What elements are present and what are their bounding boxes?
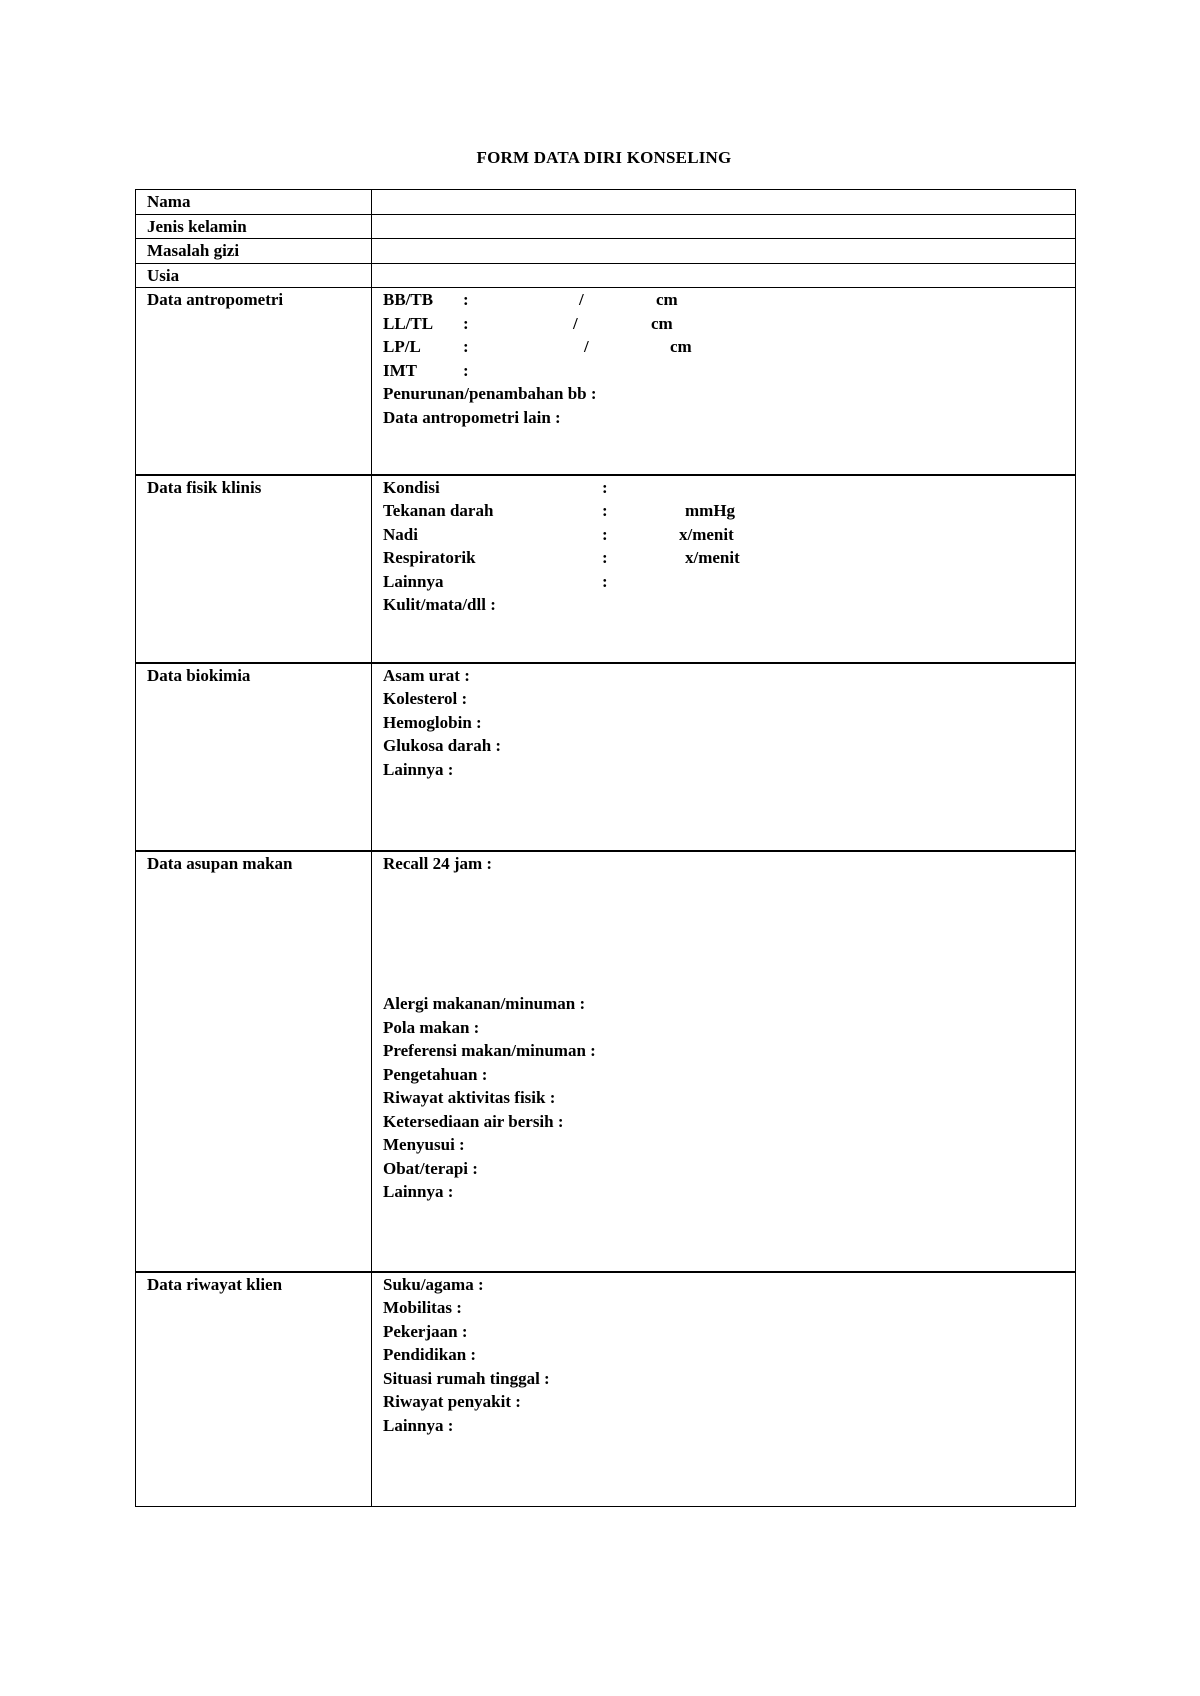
field-lpl: LP/L : / cm xyxy=(383,337,692,356)
field-situasi-rumah: Situasi rumah tinggal : xyxy=(383,1368,550,1388)
field-kolesterol: Kolesterol : xyxy=(383,689,468,708)
value-nama[interactable] xyxy=(372,190,1076,215)
recall-space xyxy=(383,875,1075,992)
section-fisik-klinis[interactable] xyxy=(372,475,1076,663)
row-biokimia xyxy=(136,663,1076,851)
form-table xyxy=(135,189,1076,1507)
value-masalah-gizi[interactable] xyxy=(372,239,1076,264)
section-antropometri[interactable] xyxy=(372,288,1076,475)
field-lainnya-riwayat: Lainnya : xyxy=(383,1415,454,1435)
label-biokimia: Data biokimia xyxy=(136,663,372,851)
section-biokimia[interactable] xyxy=(372,663,1076,851)
field-antropometri-lain: Data antropometri lain : xyxy=(383,407,561,427)
value-usia[interactable] xyxy=(372,263,1076,288)
field-lainnya-biokimia: Lainnya : xyxy=(383,759,454,779)
row-riwayat-klien xyxy=(136,1272,1076,1507)
row-nama xyxy=(136,190,1076,215)
field-pekerjaan: Pekerjaan : xyxy=(383,1321,468,1341)
row-antropometri xyxy=(136,288,1076,475)
field-pola-makan: Pola makan : xyxy=(383,1017,480,1037)
label-usia: Usia xyxy=(136,263,372,288)
field-glukosa-darah: Glukosa darah : xyxy=(383,736,502,755)
field-riwayat-penyakit: Riwayat penyakit : xyxy=(383,1392,521,1411)
row-fisik-klinis xyxy=(136,475,1076,663)
field-asam-urat: Asam urat : xyxy=(383,665,470,685)
row-usia xyxy=(136,263,1076,288)
section-riwayat-klien[interactable] xyxy=(372,1272,1076,1507)
field-recall: Recall 24 jam : xyxy=(383,853,493,873)
field-aktivitas-fisik: Riwayat aktivitas fisik : xyxy=(383,1088,556,1107)
field-air-bersih: Ketersediaan air bersih : xyxy=(383,1111,564,1131)
field-tekanan-darah: Tekanan darah : mmHg xyxy=(383,501,736,520)
field-mobilitas: Mobilitas : xyxy=(383,1298,462,1317)
field-pengetahuan: Pengetahuan : xyxy=(383,1064,488,1084)
label-nama: Nama xyxy=(136,190,372,215)
label-asupan-makan: Data asupan makan xyxy=(136,851,372,1272)
field-respiratorik: Respiratorik : x/menit xyxy=(383,548,740,567)
field-nadi: Nadi : x/menit xyxy=(383,524,734,544)
field-kulit: Kulit/mata/dll : xyxy=(383,595,496,614)
label-riwayat-klien: Data riwayat klien xyxy=(136,1272,372,1507)
label-fisik-klinis: Data fisik klinis xyxy=(136,475,372,663)
field-pendidikan: Pendidikan : xyxy=(383,1345,477,1364)
field-kondisi: Kondisi : xyxy=(383,477,608,497)
field-preferensi: Preferensi makan/minuman : xyxy=(383,1041,596,1060)
field-alergi: Alergi makanan/minuman : xyxy=(383,994,586,1013)
row-asupan-makan xyxy=(136,851,1076,1272)
label-antropometri: Data antropometri xyxy=(136,288,372,475)
field-obat-terapi: Obat/terapi : xyxy=(383,1158,478,1178)
value-jenis-kelamin[interactable] xyxy=(372,214,1076,239)
page-title: FORM DATA DIRI KONSELING xyxy=(476,148,732,167)
row-masalah-gizi xyxy=(136,239,1076,264)
label-masalah-gizi: Masalah gizi xyxy=(136,239,372,264)
section-asupan-makan[interactable] xyxy=(372,851,1076,1272)
field-imt: IMT : xyxy=(383,360,469,380)
field-menyusui: Menyusui : xyxy=(383,1135,465,1154)
field-lainnya-asupan: Lainnya : xyxy=(383,1182,454,1201)
field-penurunan: Penurunan/penambahan bb : xyxy=(383,384,597,403)
label-jenis-kelamin: Jenis kelamin xyxy=(136,214,372,239)
field-bbtb: BB/TB : / cm xyxy=(383,290,678,309)
field-lainnya-fisik: Lainnya : xyxy=(383,571,608,591)
row-jenis-kelamin xyxy=(136,214,1076,239)
field-suku-agama: Suku/agama : xyxy=(383,1274,484,1294)
field-lltl: LL/TL : / cm xyxy=(383,313,673,333)
field-hemoglobin: Hemoglobin : xyxy=(383,712,482,732)
